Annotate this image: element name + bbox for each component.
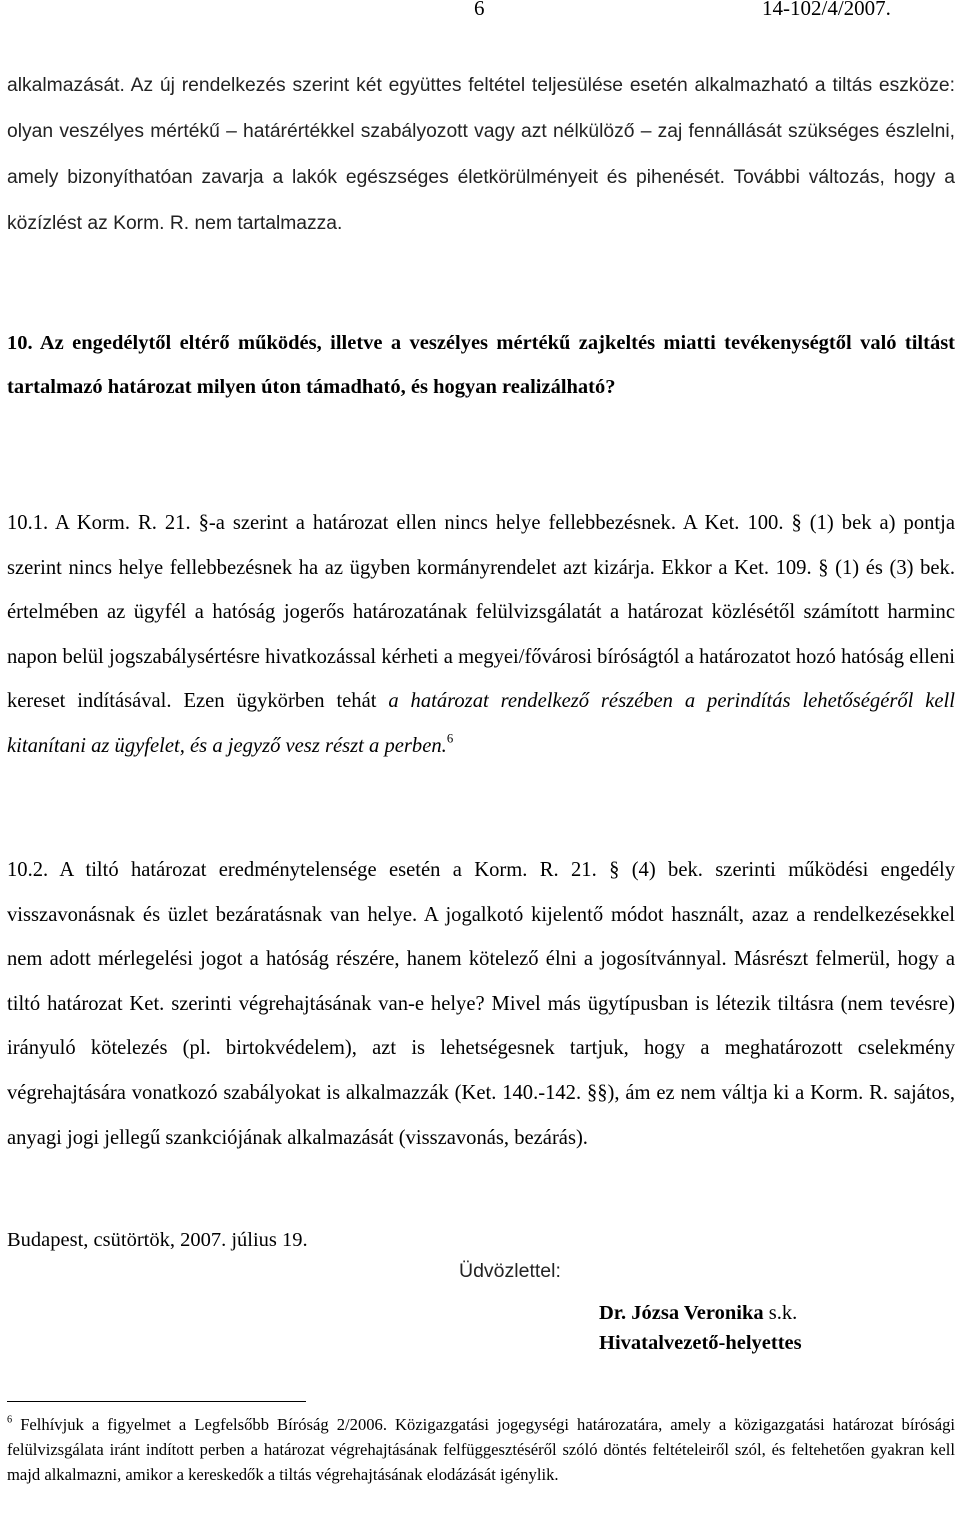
document-reference: 14-102/4/2007.	[762, 0, 891, 20]
signatory-role: Hivatalvezető-helyettes	[599, 1332, 802, 1354]
signature-date: Budapest, csütörtök, 2007. július 19.	[7, 1229, 308, 1251]
paragraph-10-1	[7, 501, 955, 768]
footnote-text: Felhívjuk a figyelmet a Legfelsőbb Bíróság 2/2006. Közigazgatási jogegységi határozatára, amely a közigazgatási határozat bírósági felülvizsgálata iránt indított perben a határozat végrehajtásának felfüggesztéséről szóló döntés feltételeiről szól, és feltehetően gyakran kell majd alkalmazni, amikor a kereskedők a tiltás végrehajtásának elodázását igénylik.	[7, 1415, 955, 1484]
page-number: 6	[474, 0, 485, 20]
paragraph-10-1-text: 10.1. A Korm. R. 21. §-a szerint a határozat ellen nincs helye fellebbezésnek. A Ket. 100. § (1) bek a) pontja szerint nincs helye fellebbezésnek ha az ügyben kormányrendelet azt kizárja. Ekkor a Ket. 109. § (1) és (3) bek. értelmében az ügyfél a hatóság jogerős határozatának felülvizsgálatát a határozat közlésétől számított harminc napon belül jogszabálysértésre hivatkozással kérheti a megyei/fővárosi bíróságtól a határozatot hozó hatóság elleni kereset indításával. Ezen ügykörben tehát	[7, 512, 955, 712]
question-10-heading: 10. Az engedélytől eltérő működés, illetve a veszélyes mértékű zajkeltés miatti tevékenységtől való tiltást tartalmazó határozat milyen úton támadható, és hogyan realizálható?	[7, 332, 955, 398]
paragraph-10-1-italic: a határozat rendelkező részében a perindítás lehetőségéről kell kitanítani az ügyfelet, és a jegyző vesz részt a perben.	[7, 690, 955, 757]
paragraph-intro: alkalmazását. Az új rendelkezés szerint két együttes feltétel teljesülése esetén alkalmazható a tiltás eszköze: olyan veszélyes mértékű – határértékkel szabályozott vagy azt nélkülöző – zaj fennállását szükséges észlelni, amely bizonyíthatóan zavarja a lakók egészséges életkörülményeit és pihenését. További változás, hogy a közízlést az Korm. R. nem tartalmazza.	[7, 75, 955, 234]
signatory-name-text: Dr. Józsa Veronika	[599, 1302, 764, 1324]
footnote	[7, 1413, 955, 1487]
footnote-divider	[7, 1401, 306, 1402]
signatory-suffix: s.k.	[763, 1302, 798, 1324]
signature-greeting: Üdvözlettel:	[459, 1260, 561, 1282]
signatory-name	[599, 1302, 797, 1325]
footnote-number: 6	[7, 1414, 13, 1426]
footnote-reference[interactable]: 6	[446, 730, 454, 745]
paragraph-10-2: 10.2. A tiltó határozat eredménytelensége esetén a Korm. R. 21. § (4) bek. szerinti működési engedély visszavonásnak és üzlet bezáratásnak van helye. A jogalkotó kijelentő módot használt, azaz a rendelkezésekkel nem adott mérlegelési jogot a hatóság részére, hanem kötelező élni a jogosítvánnyal. Másrészt felmerül, hogy a tiltó határozat Ket. szerinti végrehajtásának van-e helye? Mivel más ügytípusban is létezik tiltásra (nem tevésre) irányuló kötelezés (pl. birtokvédelem), azt is lehetségesnek tartjuk, hogy a meghatározott cselekmény végrehajtására vonatkozó szabályokat is alkalmazzák (Ket. 140.-142. §§), ám ez nem váltja ki a Korm. R. sajátos, anyagi jogi jellegű szankciójának alkalmazását (visszavonás, bezárás).	[7, 859, 955, 1149]
